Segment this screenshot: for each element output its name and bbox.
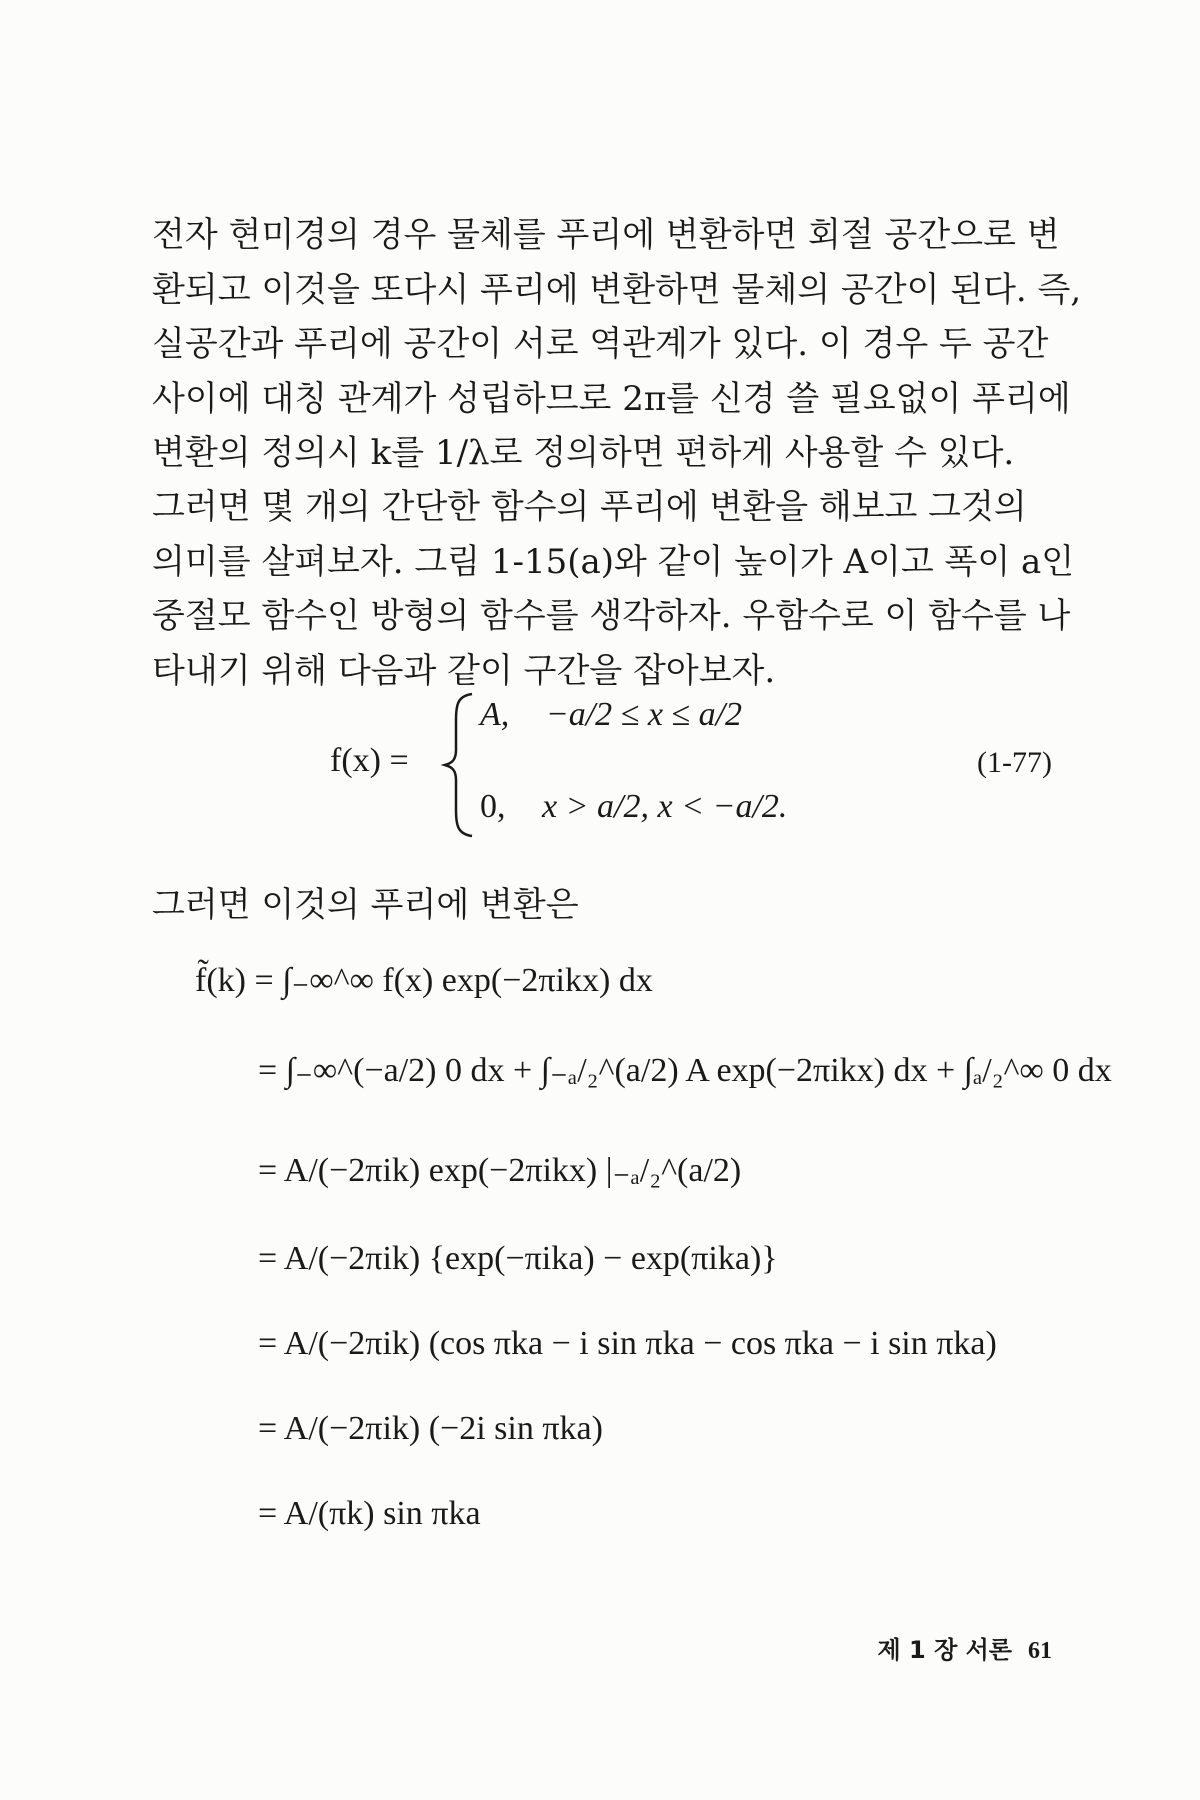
case-1-value: A, [480, 696, 510, 733]
case-2 [480, 788, 787, 826]
text-line: 실공간과 푸리에 공간이 서로 역관계가 있다. 이 경우 두 공간 [152, 324, 1049, 364]
derivation-step-3: = A/(−2πik) exp(−2πikx) |₋ₐ/₂^(a/2) [258, 1152, 742, 1189]
text-line: 전자 현미경의 경우 물체를 푸리에 변환하면 회절 공간으로 변 [152, 215, 1060, 255]
case-2-condition: x > a/2, x < −a/2. [542, 788, 788, 825]
text-line: 의미를 살펴보자. 그림 1-15(a)와 같이 높이가 A이고 폭이 a인 [152, 541, 1075, 582]
case-1 [480, 696, 742, 734]
case-1-condition: −a/2 ≤ x ≤ a/2 [545, 696, 743, 733]
page-number: 61 [1028, 1638, 1052, 1664]
paragraph-2 [152, 480, 1075, 698]
text-line: 사이에 대칭 관계가 성립하므로 2π를 신경 쓸 필요없이 푸리에 [152, 378, 1071, 419]
derivation-step-1: f̃(k) = ∫₋∞^∞ f(x) exp(−2πikx) dx [195, 962, 653, 999]
chapter-title: 제 1 장 서론 [877, 1636, 1012, 1664]
equation-number: (1-77) [977, 746, 1052, 779]
derivation-step-5: = A/(−2πik) (cos πka − i sin πka − cos πka − i sin πka) [258, 1325, 997, 1362]
text-line: 환되고 이것을 또다시 푸리에 변환하면 물체의 공간이 된다. 즉, [152, 269, 1082, 310]
paragraph-3: 그러면 이것의 푸리에 변환은 [152, 885, 579, 925]
text-line: 그러면 몇 개의 간단한 함수의 푸리에 변환을 해보고 그것의 [152, 487, 1027, 527]
derivation-step-2: = ∫₋∞^(−a/2) 0 dx + ∫₋ₐ/₂^(a/2) A exp(−2πikx) dx + ∫ₐ/₂^∞ 0 dx [258, 1052, 1112, 1089]
derivation-step-6: = A/(−2πik) (−2i sin πka) [258, 1410, 603, 1447]
text-line: 타내기 위해 다음과 같이 구간을 잡아보자. [152, 650, 776, 691]
case-2-value: 0, [480, 788, 506, 825]
text-line: 중절모 함수인 방형의 함수를 생각하자. 우함수로 이 함수를 나 [152, 596, 1071, 636]
derivation-step-7: = A/(πk) sin πka [258, 1495, 481, 1532]
page-footer [877, 1630, 1052, 1665]
left-brace-icon [440, 690, 480, 840]
text-line: 변환의 정의시 k를 1/λ로 정의하면 편하게 사용할 수 있다. [152, 433, 1015, 473]
derivation-step-4: = A/(−2πik) {exp(−πika) − exp(πika)} [258, 1240, 778, 1277]
equation-lhs: f(x) = [330, 742, 409, 779]
paragraph-1 [152, 208, 1082, 481]
